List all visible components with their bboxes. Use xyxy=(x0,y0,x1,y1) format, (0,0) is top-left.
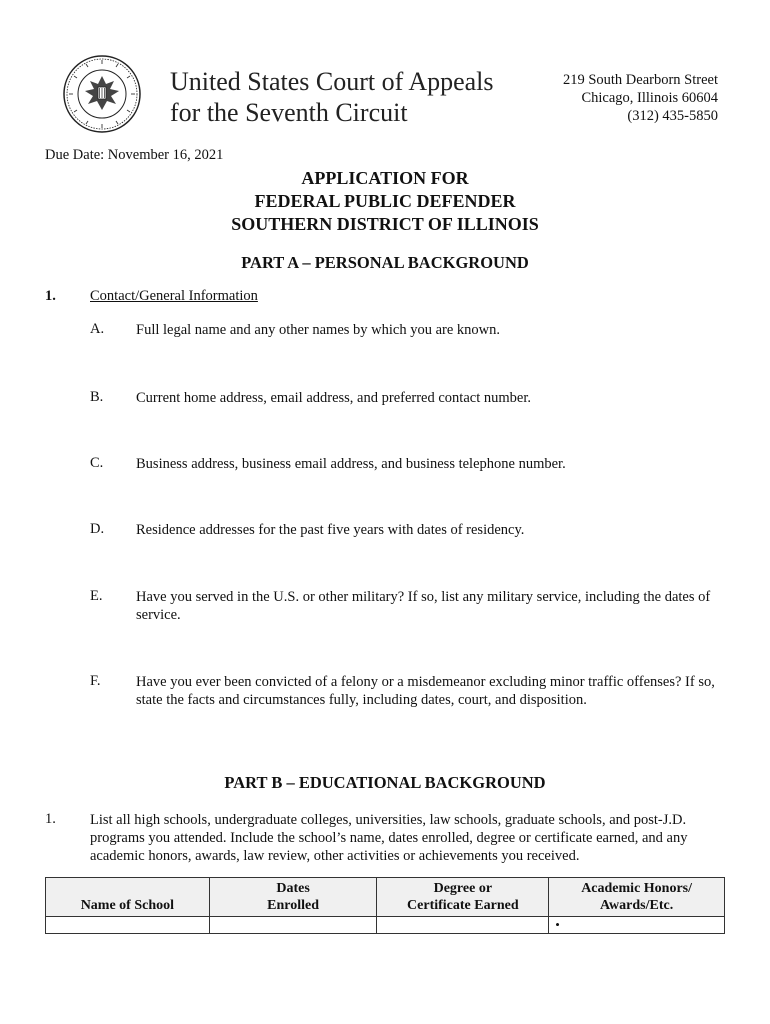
title-line3: SOUTHERN DISTRICT OF ILLINOIS xyxy=(231,214,539,234)
cell-dates[interactable] xyxy=(209,917,377,934)
part-b-item-number: 1. xyxy=(45,811,56,827)
cell-honors[interactable] xyxy=(549,917,725,934)
court-address xyxy=(563,71,718,125)
section-title: Contact/General Information xyxy=(90,288,258,304)
header-name-of-school: Name of School xyxy=(46,878,210,917)
application-title xyxy=(0,167,770,236)
question-b-letter: B. xyxy=(90,389,104,405)
header-honors: Academic Honors/ Awards/Etc. xyxy=(549,878,725,917)
question-e-text: Have you served in the U.S. or other military? If so, list any military service, including the dates of service. xyxy=(136,589,711,623)
table-row xyxy=(46,917,725,934)
address-city: Chicago, Illinois 60604 xyxy=(581,90,718,106)
court-name-line2: for the Seventh Circuit xyxy=(170,98,408,127)
cell-school[interactable] xyxy=(46,917,210,934)
cell-degree[interactable] xyxy=(377,917,549,934)
title-line2: FEDERAL PUBLIC DEFENDER xyxy=(254,191,516,211)
education-table xyxy=(45,877,725,934)
part-b-item-text: List all high schools, undergraduate colleges, universities, law schools, graduate schools, and post-J.D. programs you attended. Include the school’s name, dates enrolled, degree or certificate earned, and any academic honors, awards, law review, other activities or achievements you received. xyxy=(90,812,688,864)
header-degree: Degree or Certificate Earned xyxy=(377,878,549,917)
question-f-text: Have you ever been convicted of a felony or a misdemeanor excluding minor traffic offenses? If so, state the facts and circumstances fully, including dates, court, and disposition. xyxy=(136,674,715,708)
court-name xyxy=(170,66,494,128)
part-b-heading: PART B – EDUCATIONAL BACKGROUND xyxy=(224,773,546,792)
title-line1: APPLICATION FOR xyxy=(301,168,469,188)
address-street: 219 South Dearborn Street xyxy=(562,72,718,88)
due-date: Due Date: November 16, 2021 xyxy=(45,147,224,163)
section-number: 1. xyxy=(45,288,56,304)
table-header-row xyxy=(46,878,725,917)
court-seal-logo xyxy=(62,54,142,134)
question-f-letter: F. xyxy=(90,673,101,689)
question-e-letter: E. xyxy=(90,588,103,604)
question-a-letter: A. xyxy=(90,321,105,337)
bullet: • xyxy=(555,917,560,932)
question-b-text: Current home address, email address, and preferred contact number. xyxy=(136,390,531,406)
court-name-line1: United States Court of Appeals xyxy=(170,67,494,96)
question-d-text: Residence addresses for the past five years with dates of residency. xyxy=(136,522,525,538)
question-a-text: Full legal name and any other names by which you are known. xyxy=(136,322,501,338)
question-d-letter: D. xyxy=(90,521,105,537)
address-phone: (312) 435-5850 xyxy=(627,108,718,124)
question-c-letter: C. xyxy=(90,455,104,471)
part-a-heading: PART A – PERSONAL BACKGROUND xyxy=(241,253,529,272)
question-c-text: Business address, business email address, and business telephone number. xyxy=(136,456,566,472)
header-dates-enrolled: Dates Enrolled xyxy=(209,878,377,917)
